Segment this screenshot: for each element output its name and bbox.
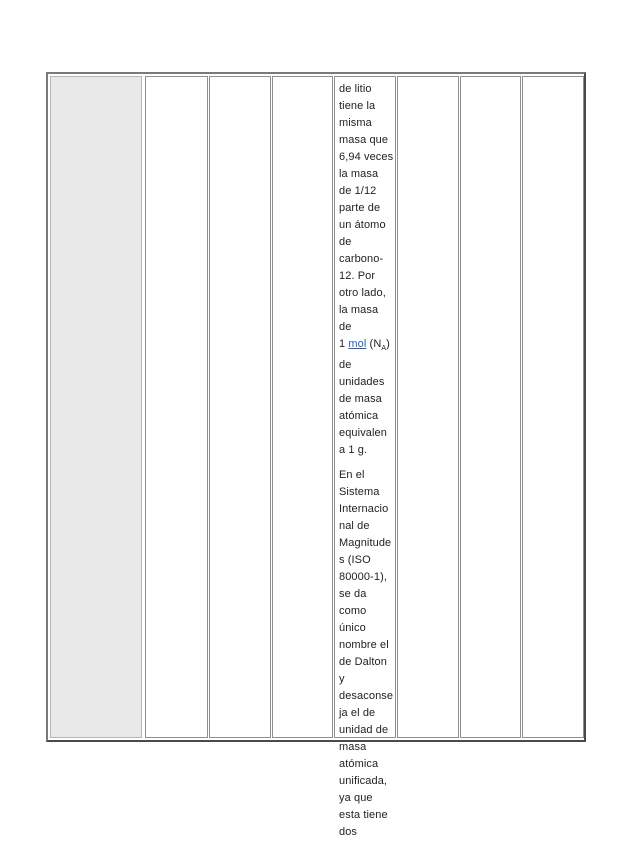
text-line: En el: [339, 469, 365, 482]
text-line: unificada,: [339, 775, 388, 788]
text-line: Magnitude: [339, 537, 392, 550]
text-line: Internacio: [339, 503, 389, 516]
text-line: la masa: [339, 168, 379, 180]
text-line: atómica: [339, 758, 379, 771]
text-line: ja el de: [339, 707, 376, 720]
text-line: de litio: [339, 83, 372, 95]
text-line: nombre el: [339, 639, 389, 652]
text-line: nal de: [339, 520, 370, 533]
text-line: 80000-1),: [339, 571, 387, 584]
table-cell-text: [334, 76, 396, 839]
text-line: de Dalton: [339, 656, 387, 669]
text-line: unidades: [339, 376, 385, 389]
text-line: carbono-: [339, 253, 384, 265]
text-line: se da: [339, 588, 367, 601]
table-cell-6: [397, 76, 459, 738]
mol-subscript: A: [381, 345, 387, 353]
text-line: equivalen: [339, 427, 387, 440]
text-line: de 1/12: [339, 185, 377, 197]
text-line: unidad de: [339, 724, 389, 737]
text-line: de: [339, 236, 352, 248]
text-line: la masa: [339, 304, 379, 316]
paragraph-1: [339, 81, 393, 459]
text-line: de masa: [339, 393, 382, 406]
text-line: único: [339, 622, 366, 635]
text-line: a 1 g.: [339, 444, 368, 457]
table-cell-3: [209, 76, 271, 738]
table-cell-2: [145, 76, 208, 738]
text-line: parte de: [339, 202, 381, 214]
mol-close: ): [386, 338, 390, 350]
text-line: esta tiene: [339, 809, 388, 822]
cell-text-content: [339, 81, 393, 849]
table-cell-1: [50, 76, 142, 738]
table-row: [48, 74, 584, 839]
text-line: otro lado,: [339, 287, 386, 299]
text-line: masa que: [339, 134, 389, 146]
text-line: tiene la: [339, 100, 376, 112]
table-cell-7: [460, 76, 521, 738]
text-line: ya que: [339, 792, 373, 805]
text-line: de: [339, 321, 352, 333]
text-line: dos: [339, 826, 358, 839]
text-line: y: [339, 673, 345, 686]
paragraph-2: [339, 467, 393, 841]
text-line: desaconse: [339, 690, 394, 703]
text-line: de: [339, 359, 352, 372]
text-line: Sistema: [339, 486, 380, 499]
mol-suffix: (N: [366, 338, 382, 350]
mol-link[interactable]: mol: [348, 338, 367, 350]
text-line: un átomo: [339, 219, 386, 231]
text-line: 12. Por: [339, 270, 376, 282]
text-line: s (ISO: [339, 554, 371, 567]
data-table: [46, 72, 586, 839]
text-line: misma: [339, 117, 372, 129]
text-line: masa: [339, 741, 367, 754]
mol-line: [339, 336, 393, 357]
text-line: 6,94 veces: [339, 151, 394, 163]
text-line: atómica: [339, 410, 379, 423]
table-cell-8: [522, 76, 584, 738]
text-line: como: [339, 605, 367, 618]
table-cell-4: [272, 76, 333, 738]
mol-prefix: 1: [339, 338, 349, 350]
